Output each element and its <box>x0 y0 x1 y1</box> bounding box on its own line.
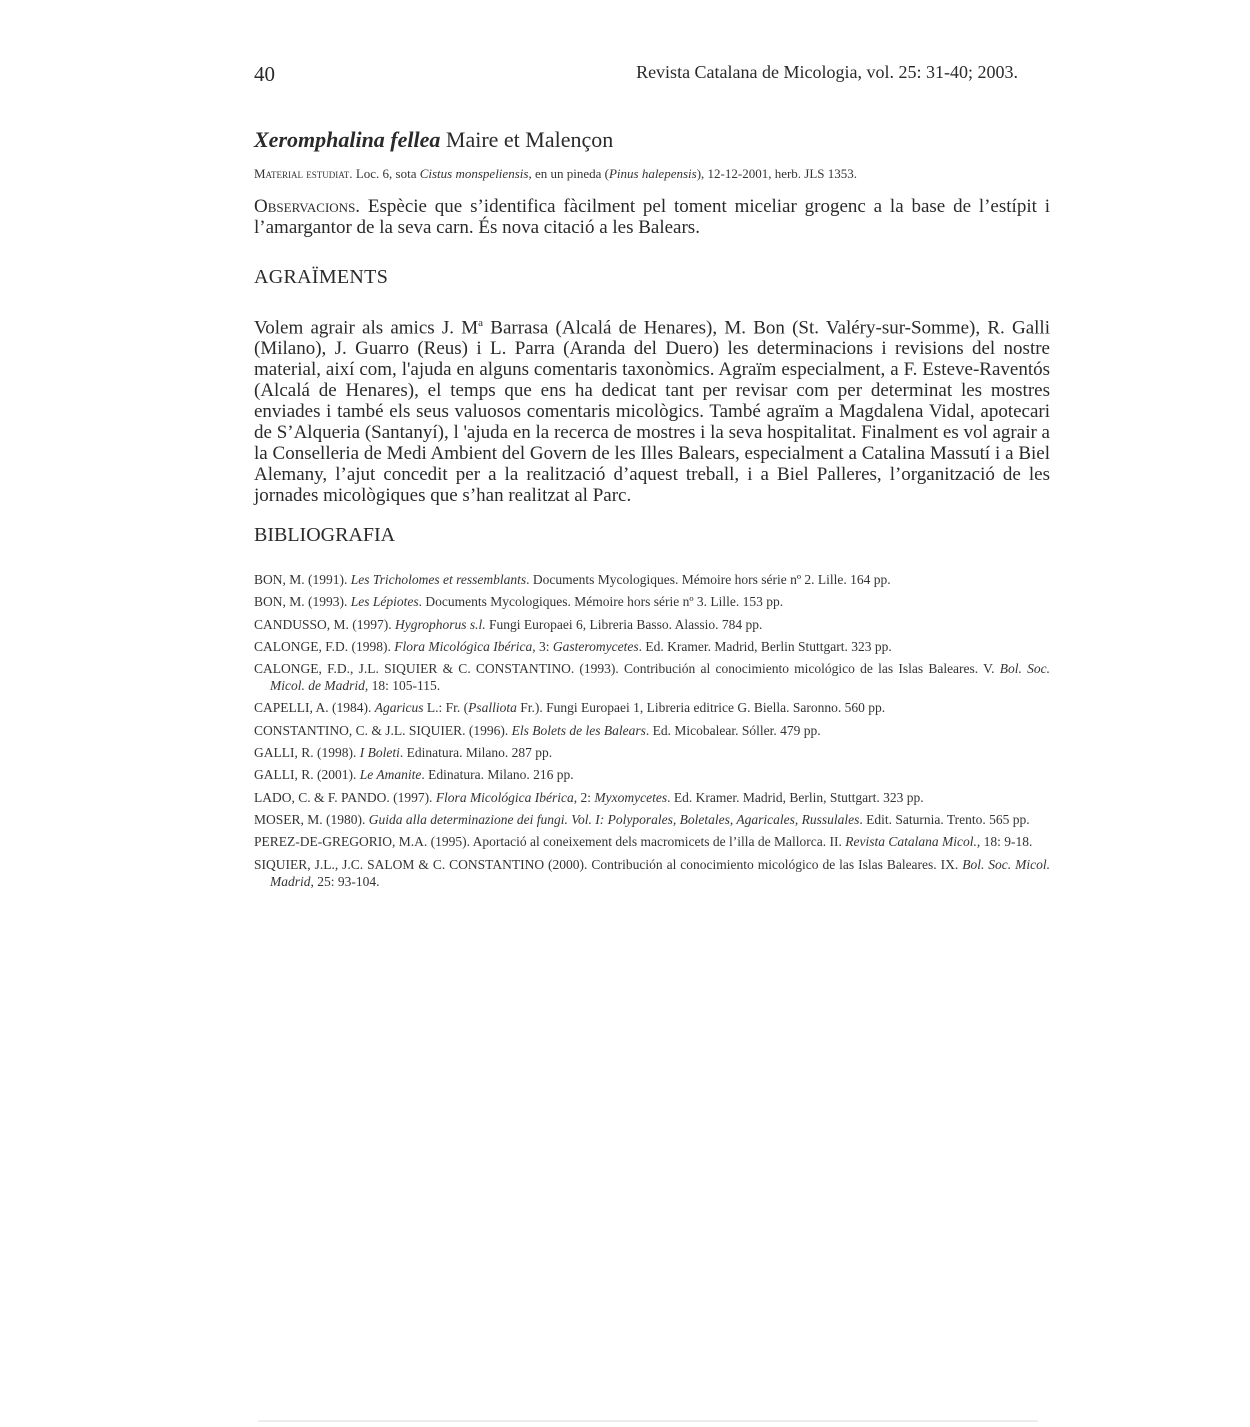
reference-item <box>254 722 1050 739</box>
acknowledgements-text: Barrasa (Alcalá de Henares), M. Bon (St. Valéry-sur-Somme), R. Galli (Milano), J. Guarro (Reus) i L. Parra (Aranda del Duero) les determinacions i revisions del nostre material, així com, l'ajuda en alguns comentaris taxonòmics. Agraïm especialment, a F. Esteve-Raventós (Alcalá de Henares), el temps que ens ha dedicat tant per revisar com per determinat les mostres enviades i també els seus valuosos comentaris micològics. També agraïm a Magdalena Vidal, apotecari de S’Alqueria (Santanyí), l 'ajuda en la recerca de mostres i la seva hospitalitat. Finalment es vol agrair a la Conselleria de Medi Ambient del Govern de les Illes Balears, especialment a Catalina Massutí i a Biel Alemany, l’ajut concedit per a la realització d’aquest treball, i a Biel Palleres, l’organització de les jornades micològiques que s’han realitzat al Parc. <box>254 317 1050 507</box>
ref-title: Hygrophorus s.l. <box>395 616 486 632</box>
reference-item <box>254 856 1050 890</box>
ref-text: . Edinatura. Milano. 287 pp. <box>399 745 553 761</box>
ref-text: . Ed. Micobalear. Sóller. 479 pp. <box>645 722 821 738</box>
reference-item <box>254 699 1050 716</box>
page-edge-line <box>258 1420 1038 1422</box>
species-name: Xeromphalina fellea <box>254 127 441 152</box>
reference-item <box>254 638 1050 655</box>
observations-label: Observacions. <box>254 196 361 217</box>
reference-item <box>254 660 1050 694</box>
ref-text: , 3: <box>532 638 553 654</box>
ref-text: BON, M. (1991). <box>254 572 351 587</box>
ref-text: . Ed. Kramer. Madrid, Berlin Stuttgart. 323 pp. <box>638 638 892 654</box>
ref-text: . Documents Mycologiques. Mémoire hors série nº 3. Lille. 153 pp. <box>418 594 784 610</box>
ref-title: Les Tricholomes et ressemblants <box>350 572 527 587</box>
running-head: Revista Catalana de Micologia, vol. 25: 31-40; 2003. <box>636 62 1018 82</box>
acknowledgements-paragraph <box>254 313 1050 506</box>
ref-title: Flora Micológica Ibérica <box>394 638 533 654</box>
species-title <box>254 127 613 153</box>
ref-text: . Documents Mycologiques. Mémoire hors série nº 2. Lille. 164 pp. <box>526 572 891 587</box>
observations-text: Espècie que s’identifica fàcilment pel toment miceliar grogenc a la base de l’estípit i l’amargantor de la seva carn. És nova citació a les Balears. <box>254 196 1050 238</box>
ref-title: Agaricus <box>374 700 424 716</box>
reference-item <box>254 789 1050 806</box>
material-studied <box>254 166 1054 182</box>
reference-item <box>254 744 1050 761</box>
ref-text: , 2: <box>573 789 595 805</box>
superscript: a <box>478 317 484 329</box>
ref-title: Revista Catalana Micol. <box>845 834 977 850</box>
ref-text: L.: Fr. ( <box>423 700 469 716</box>
reference-item <box>254 616 1050 633</box>
ref-text: . Edit. Saturnia. Trento. 565 pp. <box>859 811 1030 827</box>
ref-text: . Ed. Kramer. Madrid, Berlin, Stuttgart. 323 pp. <box>667 789 924 805</box>
bibliography-heading: BIBLIOGRAFIA <box>254 524 396 546</box>
material-taxon: Pinus halepensis <box>608 166 697 181</box>
material-label: Material estudiat. <box>254 166 353 181</box>
reference-item <box>254 833 1050 850</box>
ref-title: Els Bolets de les Balears <box>511 722 646 738</box>
species-author: Maire et Malençon <box>440 127 614 152</box>
ref-text: CALONGE, F.D. (1998). <box>254 638 395 654</box>
page-number: 40 <box>254 62 275 86</box>
ref-text: CALONGE, F.D., J.L. SIQUIER & C. CONSTANTINO. (1993). Contribución al conocimiento micológico de las Islas Baleares. V. <box>254 661 1000 677</box>
ref-text: CAPELLI, A. (1984). <box>254 700 375 716</box>
page-header <box>254 62 1018 92</box>
reference-item <box>254 571 1050 588</box>
ref-text: PEREZ-DE-GREGORIO, M.A. (1995). Aportació al coneixement dels macromicets de l’illa de Mallorca. II. <box>254 834 846 850</box>
reference-item <box>254 766 1050 783</box>
ref-text: GALLI, R. (1998). <box>254 745 360 761</box>
reference-list <box>254 571 1050 895</box>
ref-title: Gasteromycetes <box>552 638 639 654</box>
material-text: , en un pineda ( <box>528 166 609 181</box>
ref-text: LADO, C. & F. PANDO. (1997). <box>254 789 436 805</box>
ref-text: . Edinatura. Milano. 216 pp. <box>421 767 574 783</box>
reference-item <box>254 593 1050 610</box>
ref-title: I Boleti <box>359 745 400 761</box>
material-text: ), 12-12-2001, herb. JLS 1353. <box>696 166 858 181</box>
ref-title: Myxomycetes <box>594 789 668 805</box>
ref-text: CANDUSSO, M. (1997). <box>254 616 396 632</box>
ref-text: CONSTANTINO, C. & J.L. SIQUIER. (1996). <box>254 722 512 738</box>
ref-text: Fungi Europaei 6, Libreria Basso. Alassio. 784 pp. <box>485 616 763 632</box>
material-taxon: Cistus monspeliensis <box>419 166 529 181</box>
acknowledgements-text: Volem agrair als amics J. M <box>254 317 479 339</box>
ref-text: MOSER, M. (1980). <box>254 811 369 827</box>
ref-text: GALLI, R. (2001). <box>254 767 360 783</box>
observations-paragraph <box>254 196 1050 238</box>
ref-text: BON, M. (1993). <box>254 594 351 610</box>
ref-text: , 18: 9-18. <box>976 834 1033 850</box>
ref-title: Bol. Soc. Micol. de Madrid <box>270 661 1050 694</box>
ref-text: , 25: 93-104. <box>310 873 380 889</box>
ref-title: Flora Micológica Ibérica <box>435 789 574 805</box>
material-text: Loc. 6, sota <box>352 166 420 181</box>
reference-item <box>254 811 1050 828</box>
ref-title: Les Lépiotes <box>350 594 419 610</box>
ref-title: Le Amanite <box>359 767 422 783</box>
ref-text: SIQUIER, J.L., J.C. SALOM & C. CONSTANTINO (2000). Contribución al conocimiento micológico de las Islas Baleares. IX. <box>254 856 963 872</box>
ref-title: Bol. Soc. Micol. Madrid <box>270 856 1050 889</box>
ref-text: Fr.). Fungi Europaei 1, Libreria editrice G. Biella. Saronno. 560 pp. <box>516 700 886 716</box>
ref-title: Guida alla determinazione dei fungi. Vol. I: Polyporales, Boletales, Agaricales, Russulales <box>368 811 860 827</box>
ref-title: Psalliota <box>468 700 517 716</box>
acknowledgements-heading: AGRAÏMENTS <box>254 266 389 288</box>
ref-text: , 18: 105-115. <box>364 678 441 694</box>
